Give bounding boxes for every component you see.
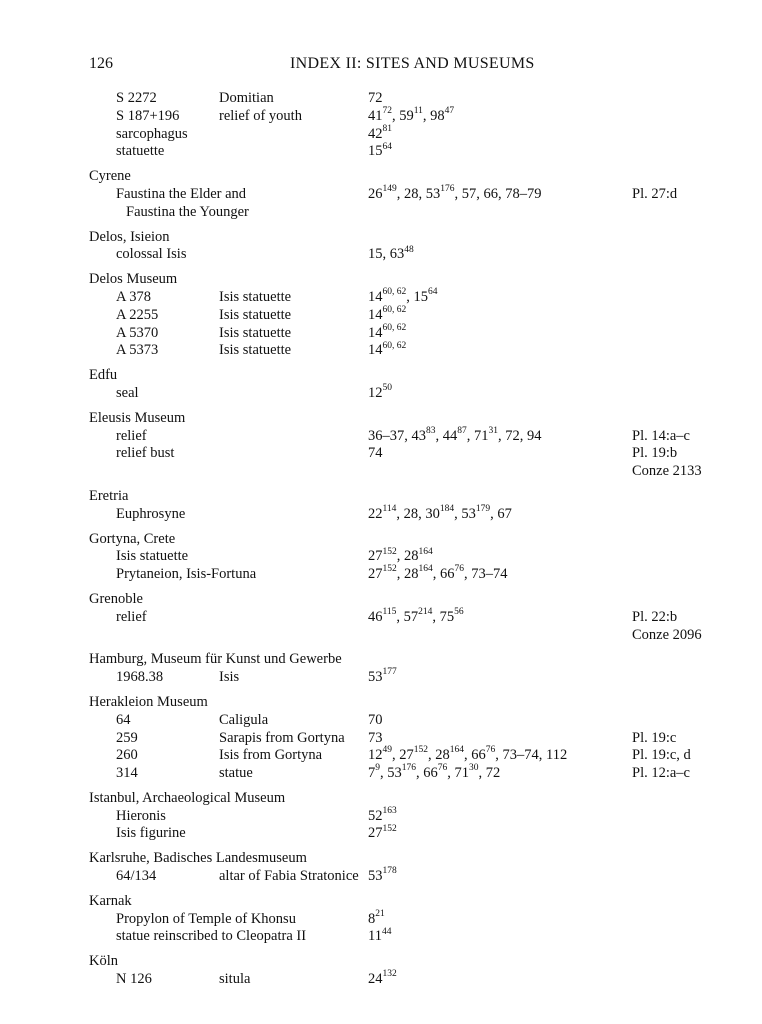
- entry-label: Isis figurine: [116, 825, 186, 842]
- site-heading: Delos Museum: [89, 271, 178, 288]
- footnote-superscript: 47: [444, 105, 455, 116]
- plate-reference: Pl. 27:d: [632, 185, 678, 202]
- page-references: $11^{44}$: [368, 926, 392, 945]
- page-references: 14$^{60, 62}$: [368, 322, 407, 341]
- entry-description: Isis: [219, 669, 240, 686]
- footnote-superscript: 152: [382, 546, 397, 557]
- footnote-superscript: 164: [449, 745, 464, 756]
- entry-label: S 187+196: [116, 107, 180, 124]
- index-entry-row: [0, 503, 762, 524]
- footnote-superscript: 115: [382, 606, 397, 617]
- index-heading-row: [0, 850, 762, 868]
- site-heading: Herakleion Museum: [89, 693, 208, 710]
- page-references: $41^{72}$, $59^{11}$, $98^{47}$: [368, 105, 455, 124]
- footnote-superscript: 83: [426, 425, 436, 436]
- index-entry-row: [0, 246, 762, 264]
- footnote-superscript: 76: [454, 564, 464, 575]
- entry-label: A 378: [116, 288, 152, 305]
- entry-description: statue: [219, 765, 253, 782]
- page-references: $26^{149}$, 28, $53^{176}$, 57, 66, 78–79: [368, 184, 542, 202]
- site-heading: Karnak: [89, 892, 132, 909]
- plate-reference: Conze 2096: [632, 626, 702, 643]
- index-entry-row: [0, 463, 762, 481]
- index-heading-row: [0, 694, 762, 712]
- index-entry-row: [0, 143, 762, 161]
- index-heading-row: [0, 591, 762, 609]
- page-references: $7^9$, $53^{176}$, $66^{76}$, $71^{30}$, 72: [368, 763, 501, 782]
- entry-label: Prytaneion, Isis-Fortuna: [116, 566, 257, 583]
- site-heading: Grenoble: [89, 590, 143, 607]
- index-entry-row: [0, 289, 762, 307]
- entry-label: seal: [116, 384, 139, 401]
- entry-description: Isis statuette: [219, 342, 292, 359]
- index-entry-row: [0, 971, 762, 989]
- entry-label: S 2272: [116, 90, 157, 106]
- index-entry-row: [0, 304, 762, 325]
- site-heading: Eretria: [89, 487, 129, 504]
- footnote-superscript: 60, 62: [382, 287, 407, 298]
- footnote-superscript: 44: [381, 926, 392, 937]
- entry-description: Isis statuette: [219, 288, 292, 305]
- page-references: 14$^{60, 62}$: [368, 304, 407, 323]
- footnote-superscript: 64: [382, 141, 392, 152]
- entry-label: relief bust: [116, 445, 175, 462]
- entry-description: Isis statuette: [219, 306, 292, 323]
- page-references: $53^{178}$: [368, 866, 397, 885]
- entry-label: A 5370: [116, 324, 159, 341]
- footnote-superscript: 152: [382, 564, 397, 575]
- plate-reference: Pl. 22:b: [632, 608, 678, 625]
- index-entry-row: [0, 908, 762, 929]
- plate-reference: Conze 2133: [632, 463, 702, 480]
- page-references: 14$^{60, 62}$, $15^{64}$: [368, 287, 438, 305]
- page-references: $46^{115}$, $57^{214}$, $75^{56}$: [368, 606, 464, 625]
- index-entry-row: [0, 712, 762, 730]
- footnote-superscript: 164: [418, 546, 433, 557]
- site-heading: Hamburg, Museum für Kunst und Gewerbe: [89, 651, 342, 668]
- running-head: INDEX II: SITES AND MUSEUMS: [290, 55, 535, 72]
- page-references: $12^{50}$: [368, 383, 392, 401]
- index-entry-row: [0, 425, 762, 446]
- page-references: 14$^{60, 62}$: [368, 340, 407, 359]
- index-entry-row: [0, 385, 762, 403]
- plate-reference: Pl. 12:a–c: [632, 765, 690, 782]
- page-references: 72: [368, 90, 383, 106]
- footnote-superscript: 178: [382, 866, 397, 877]
- entry-label: Euphrosyne: [116, 505, 186, 522]
- entry-label: 259: [116, 729, 138, 746]
- index-heading-row: [0, 271, 762, 289]
- footnote-superscript: 179: [475, 503, 491, 514]
- footnote-superscript: 60, 62: [382, 304, 407, 315]
- plate-reference: Pl. 19:b: [632, 445, 678, 462]
- entry-label: statuette: [116, 143, 165, 160]
- page-references: 74: [368, 445, 383, 462]
- site-heading: Edfu: [89, 367, 118, 384]
- index-entry-row: [0, 445, 762, 463]
- footnote-superscript: 64: [428, 287, 438, 298]
- index-entry-row: [0, 765, 762, 783]
- page-references: 36–37, $43^{83}$, $44^{87}$, $71^{31}$, 72, 94: [368, 425, 542, 444]
- plate-reference: Pl. 14:a–c: [632, 427, 690, 444]
- site-heading: Eleusis Museum: [89, 409, 186, 426]
- site-heading: Köln: [89, 953, 118, 970]
- index-entry-row: [0, 204, 762, 222]
- entry-label: A 2255: [116, 306, 159, 323]
- entry-description: Isis statuette: [219, 324, 292, 341]
- entry-label: A 5373: [116, 342, 159, 359]
- footnote-superscript: 214: [418, 606, 433, 617]
- index-entry-row: [0, 747, 762, 765]
- footnote-superscript: 149: [382, 184, 397, 195]
- index-entry-row: [0, 730, 762, 748]
- footnote-superscript: 176: [440, 184, 455, 195]
- entry-description: Caligula: [219, 711, 269, 728]
- footnote-superscript: 176: [401, 763, 416, 774]
- entry-description: Domitian: [219, 90, 274, 106]
- page-number: 126: [89, 55, 113, 72]
- footnote-superscript: 184: [439, 503, 455, 514]
- entry-label: 64: [116, 711, 131, 728]
- index-entry-row: [0, 322, 762, 343]
- footnote-superscript: 114: [382, 503, 397, 514]
- entry-label: 314: [116, 765, 138, 782]
- index-entry-row: [0, 805, 762, 826]
- footnote-superscript: 9: [375, 763, 380, 774]
- site-heading: Karlsruhe, Badisches Landesmuseum: [89, 850, 307, 867]
- footnote-superscript: 87: [457, 425, 467, 436]
- footnote-superscript: 60, 62: [382, 322, 407, 333]
- page-references: $24^{132}$: [368, 969, 397, 988]
- site-heading: Cyrene: [89, 168, 131, 185]
- page-references: 70: [368, 711, 383, 728]
- footnote-superscript: 50: [382, 383, 392, 394]
- footnote-superscript: 132: [382, 969, 397, 980]
- index-heading-row: [0, 531, 762, 549]
- entry-description: situla: [219, 971, 251, 988]
- page-references: $8^{21}$: [368, 908, 385, 927]
- footnote-superscript: 21: [375, 908, 385, 919]
- index-heading-row: [0, 168, 762, 186]
- entry-label: relief: [116, 608, 147, 625]
- page-references: $15^{64}$: [368, 141, 392, 160]
- index-heading-row: [0, 651, 762, 669]
- footnote-superscript: 49: [382, 745, 392, 756]
- page-references: $53^{177}$: [368, 667, 397, 686]
- page-references: $12^{49}$, $27^{152}$, $28^{164}$, $66^{76}$, 73–74, 112: [368, 745, 568, 764]
- entry-label: Faustina the Elder and: [116, 185, 247, 202]
- index-entry-row: [0, 669, 762, 687]
- entry-label: Propylon of Temple of Khonsu: [116, 910, 296, 927]
- plate-reference: Pl. 19:c, d: [632, 747, 691, 764]
- index-entry-row: [0, 548, 762, 566]
- index-entry-row: [0, 123, 762, 144]
- footnote-superscript: 30: [469, 763, 479, 774]
- footnote-superscript: 76: [485, 745, 496, 756]
- entry-label: 64/134: [116, 868, 157, 885]
- footnote-superscript: 72: [382, 105, 392, 116]
- footnote-superscript: 56: [454, 606, 464, 617]
- footnote-superscript: 177: [382, 667, 397, 678]
- footnote-superscript: 48: [404, 244, 414, 255]
- page-references: $22^{114}$, 28, $30^{184}$, $53^{179}$, 67: [368, 503, 512, 522]
- page-references: $27^{152}$, $28^{164}$: [368, 546, 433, 565]
- page-references: $27^{152}$: [368, 823, 397, 842]
- entry-label: Hieronis: [116, 807, 166, 824]
- footnote-superscript: 152: [382, 823, 397, 834]
- index-heading-row: [0, 790, 762, 808]
- footnote-superscript: 11: [413, 105, 423, 116]
- entry-label: sarcophagus: [116, 125, 188, 142]
- entry-label: Isis statuette: [116, 548, 189, 565]
- index-heading-row: [0, 893, 762, 911]
- footnote-superscript: 152: [413, 745, 428, 756]
- index-heading-row: [0, 367, 762, 385]
- entry-description: Isis from Gortyna: [219, 747, 323, 764]
- index-heading-row: [0, 229, 762, 247]
- page-references: 15, $63^{48}$: [368, 244, 414, 263]
- entry-label: statue reinscribed to Cleopatra II: [116, 928, 307, 945]
- index-entry-row: [0, 90, 762, 108]
- page-references: $52^{163}$: [368, 805, 397, 824]
- footnote-superscript: 31: [488, 425, 498, 436]
- entry-label: relief: [116, 427, 147, 444]
- page-references: $42^{81}$: [368, 123, 392, 142]
- entry-label: 260: [116, 747, 138, 764]
- index-entry-row: [0, 342, 762, 360]
- entry-description: Sarapis from Gortyna: [219, 729, 345, 746]
- index-entry-row: [0, 566, 762, 584]
- index-heading-row: [0, 488, 762, 506]
- page-references: 73: [368, 729, 383, 746]
- entry-label: Faustina the Younger: [126, 203, 249, 220]
- index-entry-row: [0, 627, 762, 645]
- page-references: $27^{152}$, $28^{164}$, $66^{76}$, 73–74: [368, 564, 508, 583]
- footnote-superscript: 164: [418, 564, 433, 575]
- footnote-superscript: 163: [382, 805, 397, 816]
- footnote-superscript: 60, 62: [382, 340, 407, 351]
- plate-reference: Pl. 19:c: [632, 729, 677, 746]
- entry-description: altar of Fabia Stratonice: [219, 868, 359, 885]
- entry-label: 1968.38: [116, 669, 164, 686]
- index-entry-row: [0, 825, 762, 843]
- footnote-superscript: 76: [437, 763, 448, 774]
- entry-label: N 126: [116, 971, 152, 988]
- site-heading: Gortyna, Crete: [89, 530, 176, 547]
- index-entry-row: [0, 186, 762, 204]
- index-entry-row: [0, 868, 762, 886]
- entry-description: relief of youth: [219, 107, 302, 124]
- index-entry-row: [0, 105, 762, 126]
- index-list: [0, 90, 762, 989]
- site-heading: Delos, Isieion: [89, 228, 170, 245]
- index-entry-row: [0, 928, 762, 946]
- index-heading-row: [0, 410, 762, 428]
- index-entry-row: [0, 606, 762, 627]
- site-heading: Istanbul, Archaeological Museum: [89, 789, 286, 806]
- index-heading-row: [0, 953, 762, 971]
- entry-label: colossal Isis: [116, 246, 187, 263]
- footnote-superscript: 81: [382, 123, 392, 134]
